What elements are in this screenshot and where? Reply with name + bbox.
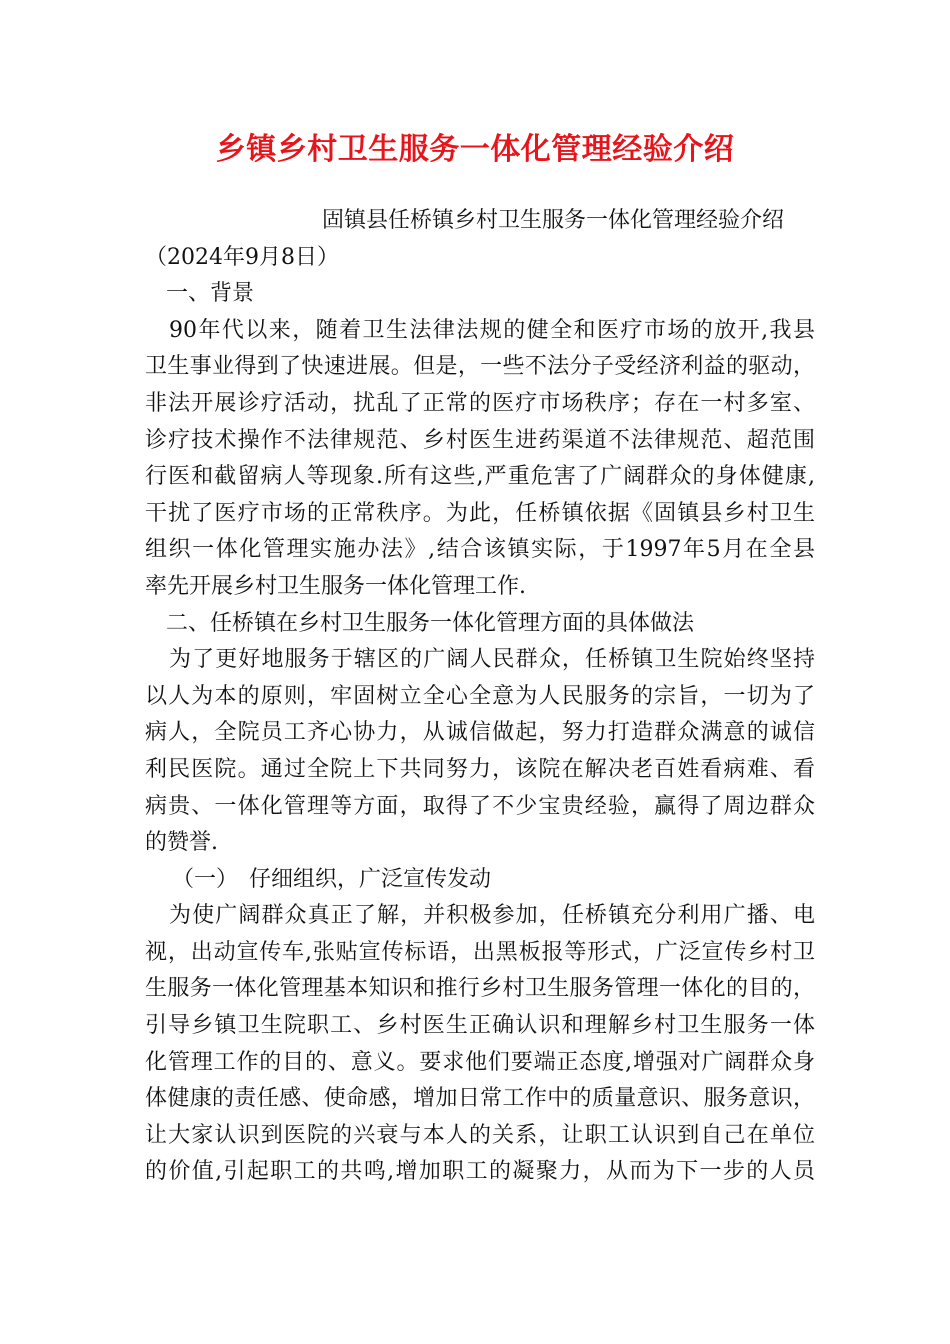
body-line: 为使广阔群众真正了解，并积极参加，任桥镇充分利用广播、电: [169, 903, 815, 929]
body-line: 二、任桥镇在乡村卫生服务一体化管理方面的具体做法: [166, 610, 695, 636]
body-line: 以人为本的原则，牢固树立全心全意为人民服务的宗旨，一切为了: [145, 683, 815, 709]
body-line: 视，出动宣传车,张贴宣传标语，出黑板报等形式，广泛宣传乡村卫: [145, 939, 815, 965]
body-line: 的价值,引起职工的共鸣,增加职工的凝聚力，从而为下一步的人员: [145, 1159, 815, 1185]
body-line: （一） 仔细组织，广泛宣传发动: [172, 866, 492, 892]
body-line: 固镇县任桥镇乡村卫生服务一体化管理经验介绍: [322, 208, 785, 233]
body-line: 让大家认识到医院的兴衰与本人的关系，让职工认识到自己在单位: [145, 1122, 815, 1148]
body-line: 非法开展诊疗活动，扰乱了正常的医疗市场秩序；存在一村多室、: [145, 390, 815, 416]
body-line: 病贵、一体化管理等方面，取得了不少宝贵经验，赢得了周边群众: [145, 793, 815, 819]
body-line: （2024年9月8日）: [145, 244, 339, 270]
body-line: 体健康的责任感、使命感，增加日常工作中的质量意识、服务意识，: [145, 1086, 815, 1112]
body-line: 一、背景: [166, 281, 255, 307]
body-line: 引导乡镇卫生院职工、乡村医生正确认识和理解乡村卫生服务一体: [145, 1013, 815, 1039]
body-line: 90年代以来，随着卫生法律法规的健全和医疗市场的放开,我县: [169, 317, 815, 343]
body-line: 生服务一体化管理基本知识和推行乡村卫生服务管理一体化的目的，: [145, 976, 815, 1002]
body-line: 为了更好地服务于辖区的广阔人民群众，任桥镇卫生院始终坚持: [169, 647, 815, 673]
body-line: 组织一体化管理实施办法》,结合该镇实际，于1997年5月在全县: [145, 537, 815, 563]
body-line: 病人，全院员工齐心协力，从诚信做起，努力打造群众满意的诚信: [145, 720, 815, 746]
body-line: 率先开展乡村卫生服务一体化管理工作.: [145, 573, 526, 599]
document-body: [145, 203, 815, 1191]
document-title: 乡镇乡村卫生服务一体化管理经验介绍: [215, 132, 735, 167]
body-line: 行医和截留病人等现象.所有这些,严重危害了广阔群众的身体健康,: [145, 464, 815, 490]
body-line: 化管理工作的目的、意义。要求他们要端正态度,增强对广阔群众身: [145, 1049, 815, 1075]
body-line: 卫生事业得到了快速进展。但是，一些不法分子受经济利益的驱动，: [145, 354, 815, 380]
body-line: 诊疗技术操作不法律规范、乡村医生进药渠道不法律规范、超范围: [145, 427, 815, 453]
body-line: 干扰了医疗市场的正常秩序。为此，任桥镇依据《固镇县乡村卫生: [145, 500, 815, 526]
body-line: 的赞誉.: [145, 830, 218, 856]
body-line: 利民医院。通过全院上下共同努力，该院在解决老百姓看病难、看: [145, 756, 815, 782]
